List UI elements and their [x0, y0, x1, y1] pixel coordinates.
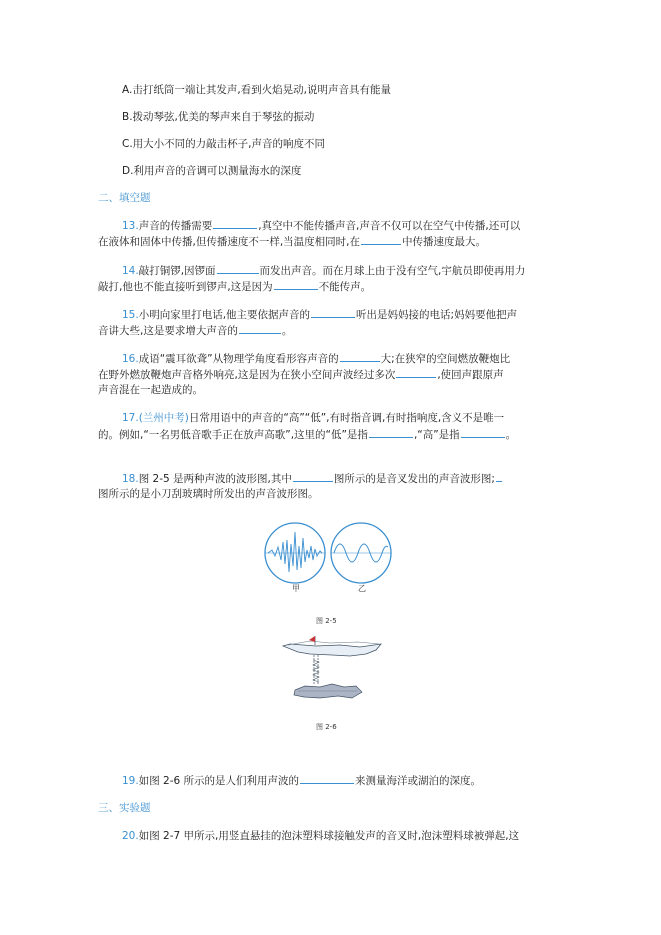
answer-blank[interactable] — [213, 217, 257, 229]
ship-icon — [283, 636, 381, 656]
question-13-line-1: 13.声音的传播需要 ,真空中不能传播声音,声音不仅可以在空气中传播,还可以 — [122, 217, 520, 234]
section-experiment-heading: 三、实验题 — [98, 802, 151, 814]
figure-label-left: 甲 — [292, 584, 300, 593]
answer-blank[interactable] — [274, 278, 318, 290]
sound-beam — [313, 655, 319, 685]
answer-blank[interactable] — [300, 772, 354, 784]
question-number: 15. — [122, 309, 139, 321]
waveform-left — [265, 523, 325, 583]
figure-caption: 图 2-6 — [316, 723, 337, 731]
question-14-line-2: 敲打,他也不能直接听到锣声,这是因为 不能传声。 — [98, 278, 371, 295]
answer-blank[interactable] — [217, 262, 259, 274]
answer-blank[interactable] — [369, 426, 413, 438]
answer-blank[interactable] — [311, 306, 355, 318]
answer-blank[interactable] — [239, 322, 281, 334]
seabed-icon — [294, 684, 362, 698]
question-20-line-1: 20.如图 2-7 甲所示,用竖直悬挂的泡沫塑料球接触发声的音叉时,泡沫塑料球被弹起,这 — [122, 830, 520, 842]
figure-caption: 图 2-5 — [316, 617, 337, 625]
question-15-line-2: 音讲大些,这是要求增大声音的 。 — [98, 322, 292, 339]
option-b: B.拨动琴弦,优美的琴声来自于琴弦的振动 — [122, 111, 315, 123]
waveform-right — [331, 523, 391, 583]
figure-label-right: 乙 — [358, 584, 366, 593]
question-number: 17. — [122, 412, 139, 424]
section-fill-heading: 二、填空题 — [98, 192, 151, 204]
question-number: 19. — [122, 775, 139, 787]
figure-2-5 — [262, 520, 394, 596]
answer-blank[interactable] — [461, 426, 505, 438]
question-17-line-1: 17.(兰州中考)日常用语中的声音的“高”“低”,有时指音调,有时指响度,含义不是唯一 — [122, 412, 505, 424]
answer-blank[interactable] — [361, 233, 401, 245]
question-source: (兰州中考) — [138, 412, 189, 424]
question-18-line-1: 18.图 2-5 是两种声波的波形图,其中 图所示的是音叉发出的声音波形图; — [122, 470, 503, 487]
question-17-line-2: 的。例如,“一名男低音歌手正在放声高歌”,这里的“低”是指 ,“高”是指 。 — [98, 426, 516, 443]
answer-blank[interactable] — [293, 470, 333, 482]
question-number: 20. — [122, 830, 139, 842]
question-18-line-2: 图所示的是小刀刮玻璃时所发出的声音波形图。 — [98, 488, 319, 500]
question-16-line-3: 声音混在一起造成的。 — [98, 384, 203, 396]
answer-blank[interactable] — [340, 350, 380, 362]
answer-blank[interactable] — [496, 470, 502, 482]
question-number: 13. — [122, 220, 139, 232]
question-number: 18. — [122, 473, 139, 485]
option-d: D.利用声音的音调可以测量海水的深度 — [122, 165, 302, 177]
question-15-line-1: 15.小明向家里打电话,他主要依据声音的 听出是妈妈接的电话;妈妈要他把声 — [122, 306, 517, 323]
question-14-line-1: 14.敲打铜锣,因锣面 而发出声音。而在月球上由于没有空气,宇航员即使再用力 — [122, 262, 525, 279]
question-13-line-2: 在液体和固体中传播,但传播速度不一样,当温度相同时,在 中传播速度最大。 — [98, 233, 486, 250]
question-number: 14. — [122, 265, 139, 277]
option-a: A.击打纸筒一端让其发声,看到火焰晃动,说明声音具有能量 — [122, 84, 392, 96]
question-16-line-2: 在野外燃放鞭炮声音格外响亮,这是因为在狭小空间声波经过多次 ,使回声跟原声 — [98, 366, 504, 383]
question-16-line-1: 16.成语“震耳欲聋”从物理学角度看形容声音的 大;在狭窄的空间燃放鞭炮比 — [122, 350, 510, 367]
option-c: C.用大小不同的力敲击杯子,声音的响度不同 — [122, 138, 326, 150]
question-number: 16. — [122, 353, 139, 365]
question-19-line-1: 19.如图 2-6 所示的是人们利用声波的 来测量海洋或湖泊的深度。 — [122, 772, 481, 789]
answer-blank[interactable] — [396, 366, 436, 378]
figure-2-6 — [280, 634, 386, 712]
